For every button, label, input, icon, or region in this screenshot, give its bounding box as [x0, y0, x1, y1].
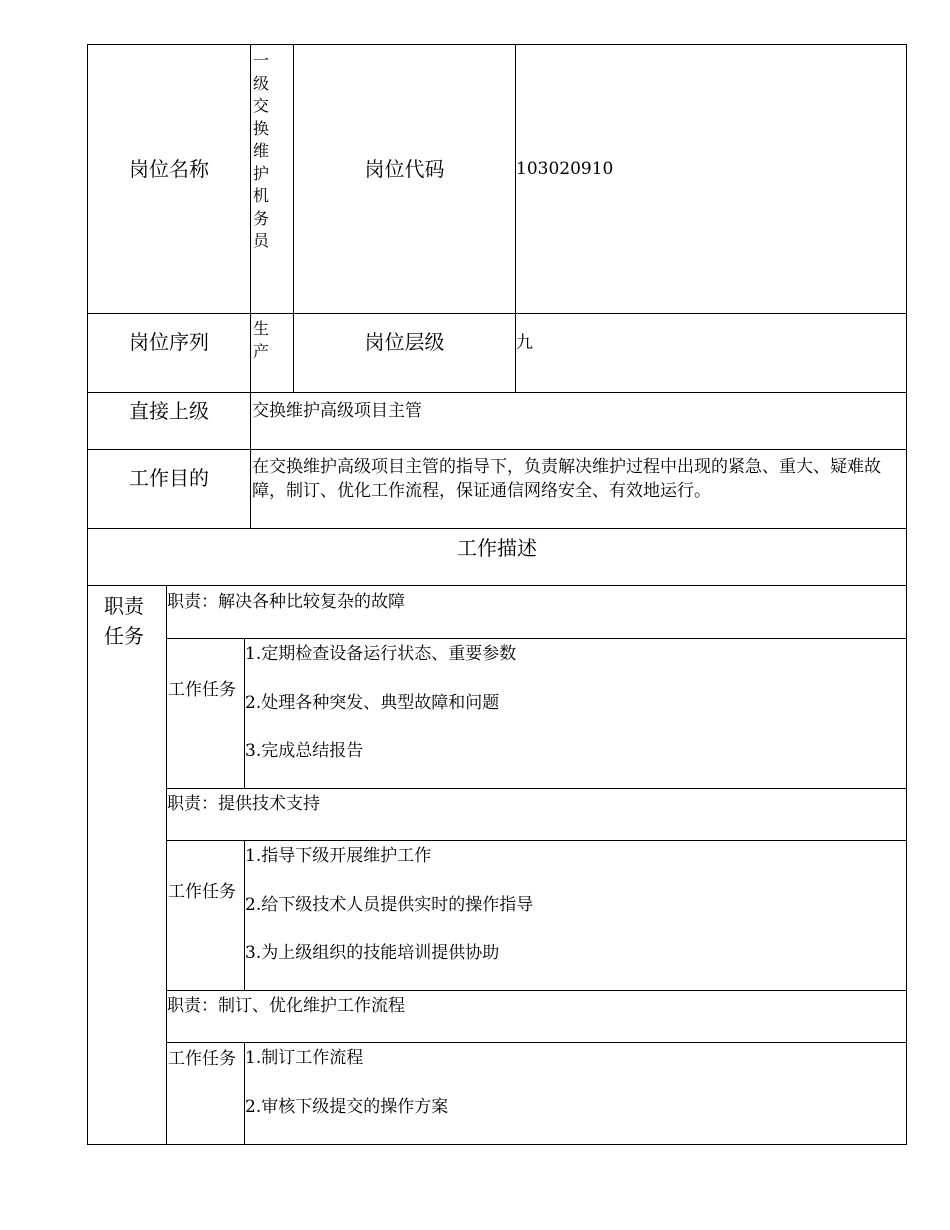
task-item: 2.给下级技术人员提供实时的操作指导	[245, 895, 534, 915]
duty-title: 职责：解决各种比较复杂的故障	[167, 592, 405, 612]
post-code-label: 岗位代码	[364, 157, 445, 181]
post-code-value: 103020910	[516, 159, 614, 179]
post-name-label: 岗位名称	[129, 157, 209, 181]
row-divider	[88, 392, 906, 393]
task-label: 工作任务	[168, 882, 236, 902]
post-series-value: 生产	[252, 319, 269, 361]
post-level-label: 岗位层级	[364, 330, 445, 354]
duty-title: 职责：制订、优化维护工作流程	[167, 996, 405, 1016]
task-item: 1.制订工作流程	[245, 1048, 364, 1068]
row-divider	[166, 840, 906, 841]
task-item: 3.完成总结报告	[245, 741, 364, 761]
supervisor-value: 交换维护高级项目主管	[252, 401, 422, 421]
purpose-label: 工作目的	[129, 466, 209, 490]
row-divider	[88, 528, 906, 529]
post-name-value: 一级交换维护机务员	[252, 51, 269, 250]
task-item: 1.定期检查设备运行状态、重要参数	[245, 644, 517, 664]
task-item: 3.为上级组织的技能培训提供协助	[245, 943, 500, 963]
task-item: 1.指导下级开展维护工作	[245, 846, 432, 866]
duty-title: 职责：提供技术支持	[167, 794, 320, 814]
duties-label: 职责任务	[104, 594, 144, 648]
row-divider	[88, 585, 906, 586]
row-divider	[166, 638, 906, 639]
post-series-label: 岗位序列	[129, 330, 209, 354]
row-divider	[88, 313, 906, 314]
row-divider	[166, 788, 906, 789]
row-divider	[166, 990, 906, 991]
row-divider	[166, 1042, 906, 1043]
section-title: 工作描述	[457, 536, 537, 560]
task-label: 工作任务	[168, 680, 236, 700]
supervisor-label: 直接上级	[129, 399, 209, 423]
post-level-value: 九	[516, 333, 533, 353]
task-item: 2.审核下级提交的操作方案	[245, 1097, 449, 1117]
task-label: 工作任务	[168, 1049, 236, 1069]
row-divider	[88, 449, 906, 450]
purpose-value: 在交换维护高级项目主管的指导下，负责解决维护过程中出现的紧急、重大、疑难故障，制订、优化工作流程，保证通信网络安全、有效地运行。	[252, 457, 881, 501]
task-item: 2.处理各种突发、典型故障和问题	[245, 693, 500, 713]
